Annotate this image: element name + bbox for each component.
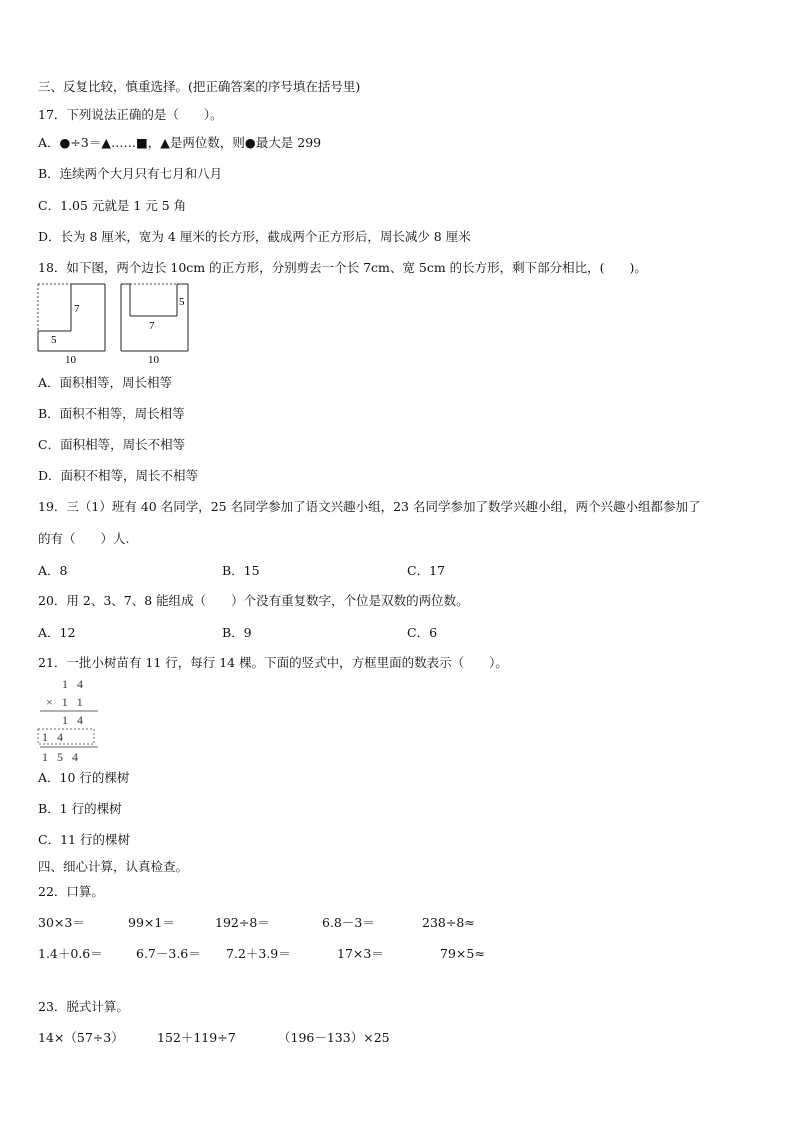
oral-calc-6: 1.4＋0.6＝ xyxy=(38,946,103,961)
vertical-row-multiplicand: 1 4 xyxy=(62,677,86,691)
question-17-option-d: D．长为 8 厘米，宽为 4 厘米的长方形，截成两个正方形后，周长减少 8 厘米 xyxy=(38,229,471,244)
right-label-5: 5 xyxy=(179,296,185,308)
question-17-option-c: C．1.05 元就是 1 元 5 角 xyxy=(38,198,187,213)
oral-calc-1: 30×3＝ xyxy=(38,915,85,930)
oral-calc-9: 17×3＝ xyxy=(337,946,384,961)
left-label-7: 7 xyxy=(74,303,80,315)
oral-calc-3: 192÷8＝ xyxy=(215,915,270,930)
section-heading-3: 三、反复比较，慎重选择。(把正确答案的序号填在括号里) xyxy=(38,79,361,94)
question-18-option-d: D．面积不相等，周长不相等 xyxy=(38,468,199,483)
question-17-option-a: A．●÷3＝▲……■，▲是两位数，则●最大是 299 xyxy=(38,135,322,150)
oral-calc-10: 79×5≈ xyxy=(440,946,485,961)
question-21-stem: 21．一批小树苗有 11 行，每行 14 棵。下面的竖式中，方框里面的数表示（ ）。 xyxy=(38,655,508,670)
left-label-10: 10 xyxy=(65,354,76,366)
question-20-option-c: C．6 xyxy=(407,625,438,640)
stepwise-calc-1: 14×（57÷3） xyxy=(38,1030,124,1045)
question-18-figure xyxy=(34,282,204,366)
oral-calc-2: 99×1＝ xyxy=(128,915,175,930)
vertical-row-partial1: 1 4 xyxy=(62,713,86,727)
vertical-row-partial2: 1 4 xyxy=(42,730,66,744)
question-22-stem: 22．口算。 xyxy=(38,884,104,899)
right-label-7: 7 xyxy=(149,320,155,332)
question-23-stem: 23．脱式计算。 xyxy=(38,999,129,1014)
question-17-option-b: B．连续两个大月只有七月和八月 xyxy=(38,166,223,181)
question-18-option-c: C．面积相等，周长不相等 xyxy=(38,437,186,452)
vertical-row-product: 1 5 4 xyxy=(42,750,81,764)
left-square-figure xyxy=(38,284,105,366)
right-label-10: 10 xyxy=(148,354,159,366)
question-21-option-c: C．11 行的棵树 xyxy=(38,832,130,847)
oral-calc-4: 6.8－3＝ xyxy=(322,915,375,930)
question-18-stem: 18．如下图，两个边长 10cm 的正方形，分别剪去一个长 7cm、宽 5cm 的长方形，剩下部分相比，( )。 xyxy=(38,260,647,275)
vertical-row-multiplier: × 1 1 xyxy=(46,695,86,709)
oral-calc-5: 238÷8≈ xyxy=(422,915,475,930)
question-17-stem: 17．下列说法正确的是（ ）。 xyxy=(38,107,223,122)
left-label-5: 5 xyxy=(51,334,57,346)
question-18-option-a: A．面积相等，周长相等 xyxy=(38,375,173,390)
oral-calc-8: 7.2＋3.9＝ xyxy=(226,946,291,961)
stepwise-calc-3: （196－133）×25 xyxy=(278,1030,390,1045)
question-21-vertical-multiplication xyxy=(34,674,104,766)
question-20-stem: 20．用 2、3、7、8 能组成（ ）个没有重复数字，个位是双数的两位数。 xyxy=(38,593,469,608)
question-20-option-b: B．9 xyxy=(222,625,252,640)
section-heading-4: 四、细心计算，认真检查。 xyxy=(38,859,189,874)
question-21-option-b: B．1 行的棵树 xyxy=(38,801,122,816)
question-21-option-a: A．10 行的棵树 xyxy=(38,770,130,785)
question-19-stem-line2: 的有（ ）人. xyxy=(38,531,130,546)
question-19-option-c: C．17 xyxy=(407,563,445,578)
right-square-figure xyxy=(121,284,188,366)
question-19-option-a: A．8 xyxy=(38,563,68,578)
oral-calc-7: 6.7－3.6＝ xyxy=(136,946,201,961)
question-19-option-b: B．15 xyxy=(222,563,260,578)
question-19-stem-line1: 19．三（1）班有 40 名同学，25 名同学参加了语文兴趣小组，23 名同学参加了数学兴趣小组，两个兴趣小组都参加了 xyxy=(38,499,701,514)
question-18-option-b: B．面积不相等，周长相等 xyxy=(38,406,185,421)
question-20-option-a: A．12 xyxy=(38,625,76,640)
stepwise-calc-2: 152＋119÷7 xyxy=(157,1030,236,1045)
